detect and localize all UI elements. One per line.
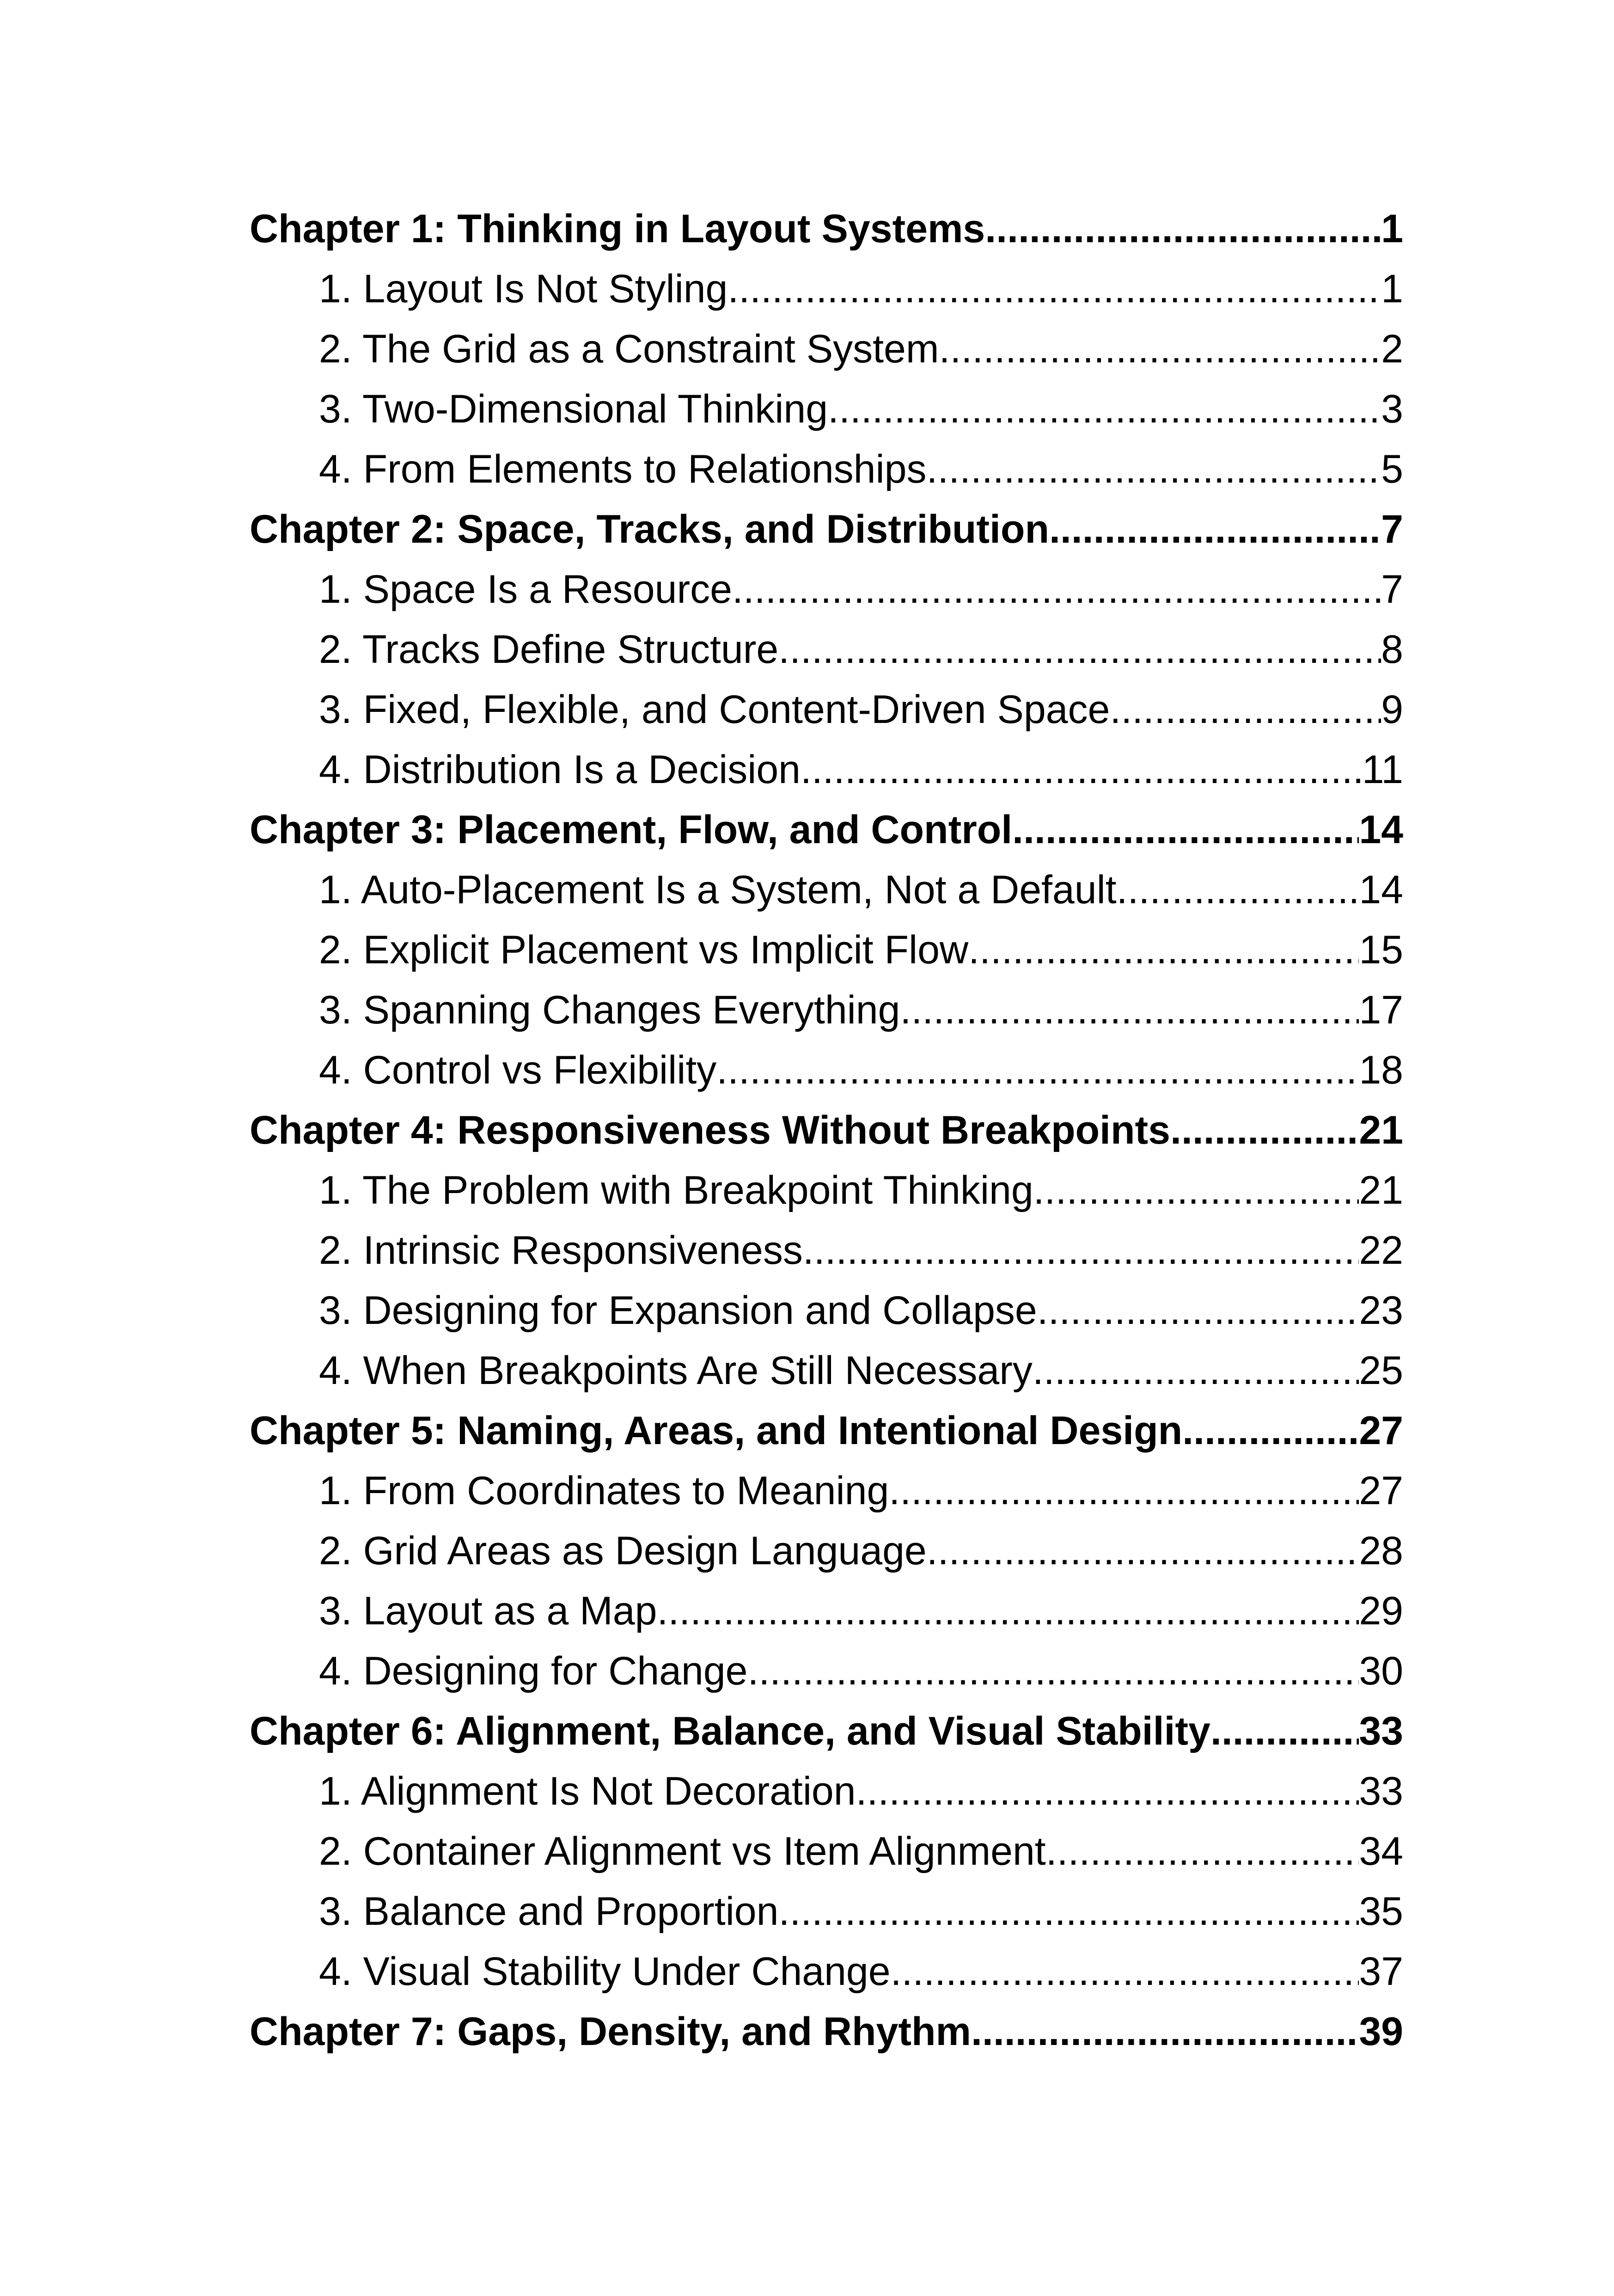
dot-leader: [728, 259, 1381, 319]
toc-section-entry[interactable]: [250, 1581, 1403, 1641]
toc-entry-title: 2. Intrinsic Responsiveness: [319, 1228, 803, 1273]
toc-section-entry[interactable]: [250, 1280, 1403, 1341]
toc-entry-title: 3. Balance and Proportion: [319, 1889, 779, 1934]
toc-page-number: 8: [1381, 627, 1403, 672]
toc-page-number: 5: [1381, 447, 1403, 491]
toc-entry-title: Chapter 6: Alignment, Balance, and Visual Stability: [250, 1709, 1210, 1753]
toc-section-entry[interactable]: [250, 619, 1403, 680]
toc-entry-title: 4. Distribution Is a Decision: [319, 747, 801, 792]
toc-section-entry[interactable]: [250, 439, 1403, 499]
toc-chapter-entry[interactable]: [250, 199, 1403, 259]
toc-section-entry[interactable]: [250, 1641, 1403, 1701]
toc-page-number: 3: [1381, 387, 1403, 431]
toc-entry-title: 4. Control vs Flexibility: [319, 1048, 717, 1092]
dot-leader: [856, 1761, 1359, 1821]
dot-leader: [1110, 680, 1381, 740]
dot-leader: [1033, 1160, 1359, 1220]
toc-page-number: 14: [1359, 808, 1403, 852]
toc-page-number: 7: [1381, 507, 1403, 551]
dot-leader: [1037, 1280, 1359, 1341]
toc-page-number: 15: [1359, 928, 1403, 972]
dot-leader: [891, 1941, 1359, 2002]
table-of-contents: [250, 199, 1403, 2062]
toc-entry-title: 2. Tracks Define Structure: [319, 627, 779, 672]
toc-page-number: 1: [1381, 207, 1403, 251]
dot-leader: [801, 740, 1362, 800]
dot-leader: [778, 619, 1381, 680]
toc-section-entry[interactable]: [250, 1941, 1403, 2002]
toc-entry-title: Chapter 7: Gaps, Density, and Rhythm: [250, 2009, 972, 2054]
toc-entry-title: 3. Fixed, Flexible, and Content-Driven Space: [319, 687, 1110, 732]
dot-leader: [926, 439, 1381, 499]
toc-section-entry[interactable]: [250, 680, 1403, 740]
dot-leader: [657, 1581, 1359, 1641]
toc-section-entry[interactable]: [250, 1821, 1403, 1881]
dot-leader: [747, 1641, 1359, 1701]
toc-page-number: 34: [1359, 1829, 1403, 1874]
toc-entry-title: 1. Alignment Is Not Decoration: [319, 1769, 856, 1813]
toc-section-entry[interactable]: [250, 980, 1403, 1040]
toc-entry-title: 2. Container Alignment vs Item Alignment: [319, 1829, 1046, 1874]
toc-page-number: 29: [1359, 1589, 1403, 1633]
toc-entry-title: 3. Two-Dimensional Thinking: [319, 387, 828, 431]
dot-leader: [803, 1220, 1359, 1280]
toc-page-number: 23: [1359, 1288, 1403, 1333]
toc-page-number: 17: [1359, 988, 1403, 1032]
toc-section-entry[interactable]: [250, 1220, 1403, 1280]
toc-entry-title: 3. Spanning Changes Everything: [319, 988, 900, 1032]
toc-page-number: 25: [1359, 1348, 1403, 1393]
toc-section-entry[interactable]: [250, 1521, 1403, 1581]
toc-chapter-entry[interactable]: [250, 499, 1403, 559]
toc-entry-title: 1. Layout Is Not Styling: [319, 267, 728, 311]
dot-leader: [1049, 499, 1381, 559]
dot-leader: [716, 1040, 1359, 1100]
dot-leader: [1033, 1341, 1359, 1401]
toc-page-number: 33: [1359, 1709, 1403, 1753]
dot-leader: [1046, 1821, 1359, 1881]
dot-leader: [1012, 800, 1359, 860]
toc-section-entry[interactable]: [250, 1341, 1403, 1401]
toc-chapter-entry[interactable]: [250, 1701, 1403, 1761]
toc-page-number: 35: [1359, 1889, 1403, 1934]
toc-section-entry[interactable]: [250, 259, 1403, 319]
toc-entry-title: 1. From Coordinates to Meaning: [319, 1469, 889, 1513]
toc-page-number: 14: [1359, 868, 1403, 912]
toc-page-number: 39: [1359, 2009, 1403, 2054]
toc-chapter-entry[interactable]: [250, 1100, 1403, 1160]
toc-entry-title: 3. Designing for Expansion and Collapse: [319, 1288, 1037, 1333]
toc-entry-title: Chapter 2: Space, Tracks, and Distribution: [250, 507, 1049, 551]
toc-entry-title: 2. Explicit Placement vs Implicit Flow: [319, 928, 969, 972]
toc-page-number: 21: [1359, 1168, 1403, 1212]
toc-chapter-entry[interactable]: [250, 1401, 1403, 1461]
toc-entry-title: 1. Auto-Placement Is a System, Not a Default: [319, 868, 1117, 912]
toc-entry-title: Chapter 3: Placement, Flow, and Control: [250, 808, 1013, 852]
toc-page-number: 21: [1359, 1108, 1403, 1152]
toc-chapter-entry[interactable]: [250, 2002, 1403, 2062]
dot-leader: [889, 1461, 1359, 1521]
toc-entry-title: 2. Grid Areas as Design Language: [319, 1529, 927, 1573]
toc-page-number: 2: [1381, 327, 1403, 371]
toc-section-entry[interactable]: [250, 1881, 1403, 1941]
toc-section-entry[interactable]: [250, 920, 1403, 980]
dot-leader: [778, 1881, 1359, 1941]
dot-leader: [968, 920, 1359, 980]
dot-leader: [828, 379, 1381, 439]
toc-page-number: 18: [1359, 1048, 1403, 1092]
toc-entry-title: 2. The Grid as a Constraint System: [319, 327, 939, 371]
toc-section-entry[interactable]: [250, 740, 1403, 800]
toc-page-number: 28: [1359, 1529, 1403, 1573]
toc-page-number: 7: [1381, 567, 1403, 612]
toc-page-number: 33: [1359, 1769, 1403, 1813]
toc-entry-title: Chapter 1: Thinking in Layout Systems: [250, 207, 985, 251]
dot-leader: [1117, 860, 1359, 920]
toc-entry-title: 4. From Elements to Relationships: [319, 447, 927, 491]
toc-entry-title: Chapter 5: Naming, Areas, and Intentional Design: [250, 1408, 1183, 1453]
toc-section-entry[interactable]: [250, 1461, 1403, 1521]
dot-leader: [985, 199, 1381, 259]
toc-entry-title: 4. When Breakpoints Are Still Necessary: [319, 1348, 1033, 1393]
dot-leader: [939, 319, 1382, 379]
dot-leader: [1182, 1401, 1359, 1461]
toc-page-number: 27: [1359, 1469, 1403, 1513]
toc-section-entry[interactable]: [250, 1040, 1403, 1100]
toc-page-number: 9: [1381, 687, 1403, 732]
toc-entry-title: 3. Layout as a Map: [319, 1589, 657, 1633]
toc-section-entry[interactable]: [250, 379, 1403, 439]
dot-leader: [1210, 1701, 1359, 1761]
toc-chapter-entry[interactable]: [250, 800, 1403, 860]
toc-section-entry[interactable]: [250, 319, 1403, 379]
toc-page-number: 37: [1359, 1949, 1403, 1994]
toc-entry-title: 4. Designing for Change: [319, 1649, 748, 1693]
toc-entry-title: 1. Space Is a Resource: [319, 567, 732, 612]
toc-page-number: 11: [1362, 747, 1403, 792]
dot-leader: [900, 980, 1359, 1040]
toc-entry-title: Chapter 4: Responsiveness Without Breakpoints: [250, 1108, 1170, 1152]
toc-section-entry[interactable]: [250, 559, 1403, 619]
toc-entry-title: 1. The Problem with Breakpoint Thinking: [319, 1168, 1033, 1212]
toc-entry-title: 4. Visual Stability Under Change: [319, 1949, 891, 1994]
toc-page-number: 30: [1359, 1649, 1403, 1693]
dot-leader: [971, 2002, 1359, 2062]
dot-leader: [732, 559, 1381, 619]
toc-section-entry[interactable]: [250, 1160, 1403, 1220]
toc-section-entry[interactable]: [250, 1761, 1403, 1821]
dot-leader: [1170, 1100, 1359, 1160]
toc-page-number: 22: [1359, 1228, 1403, 1273]
toc-page-number: 27: [1359, 1408, 1403, 1453]
toc-section-entry[interactable]: [250, 860, 1403, 920]
dot-leader: [927, 1521, 1359, 1581]
toc-page-number: 1: [1381, 267, 1403, 311]
